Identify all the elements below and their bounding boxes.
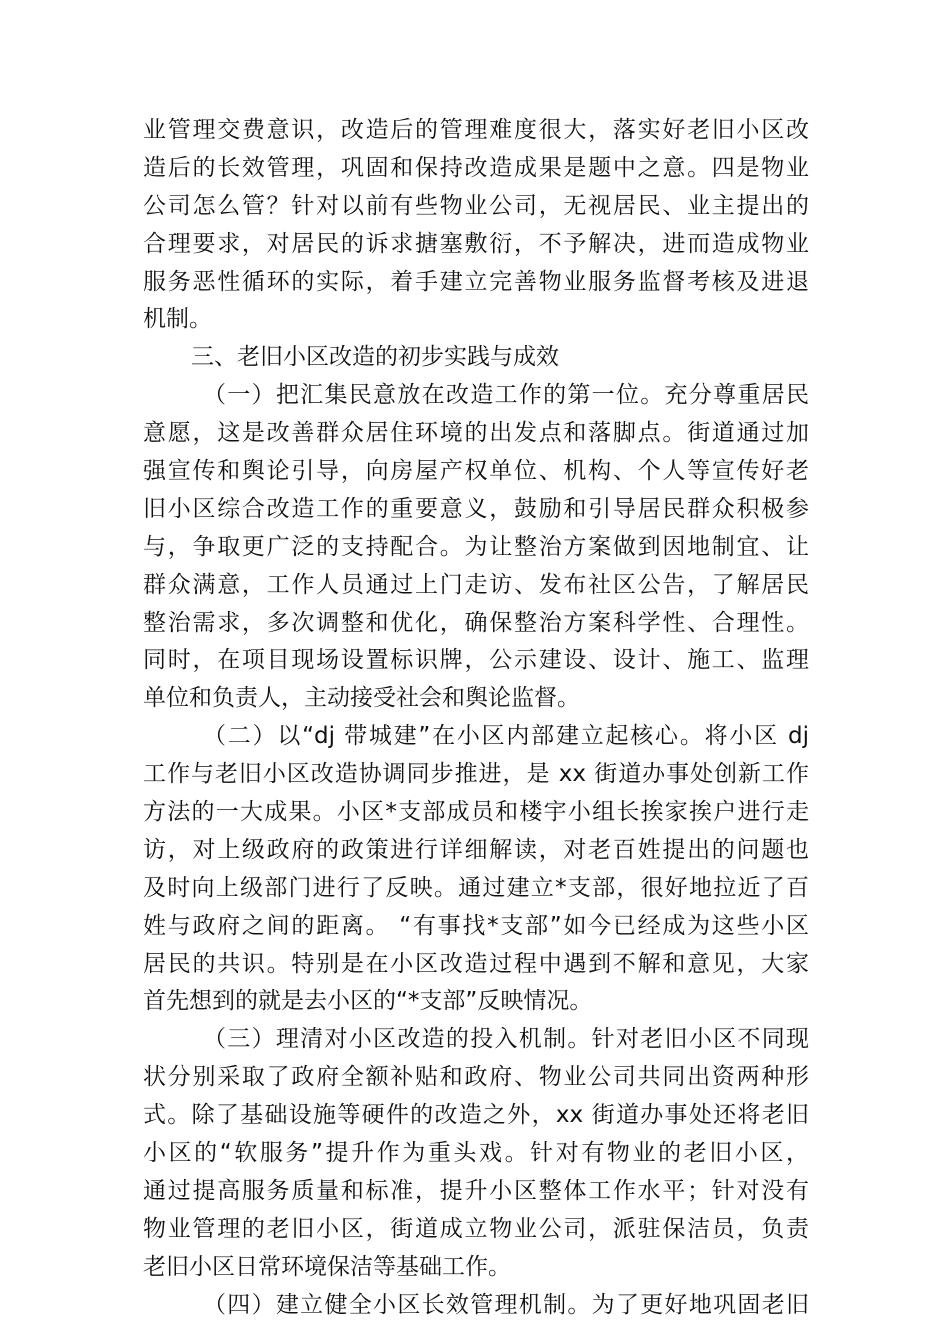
body-text-line: 业管理交费意识，改造后的管理难度很大，落实好老旧小区改 [143,117,809,143]
body-text-line: 及时向上级部门进行了反映。通过建立*支部，很好地拉近了百 [143,874,809,901]
body-text-line: 造后的长效管理，巩固和保持改造成果是题中之意。四是物业 [143,154,809,181]
body-text-line: 访，对上级政府的政策进行详细解读，对老百姓提出的问题也 [143,836,809,863]
body-text-line: 旧小区综合改造工作的重要意义，鼓励和引导居民群众积极参 [143,495,809,522]
body-text-line: 方法的一大成果。小区*支部成员和楼宇小组长挨家挨户进行走 [143,799,809,826]
body-text-line: 通过提高服务质量和标准，提升小区整体工作水平；针对没有 [143,1177,809,1204]
body-text-line: 群众满意，工作人员通过上门走访、发布社区公告，了解居民 [143,571,809,598]
body-text-line: 公司怎么管？针对以前有些物业公司，无视居民、业主提出的 [143,192,809,219]
body-text-line: 式。除了基础设施等硬件的改造之外，xx 街道办事处还将老旧 [143,1102,809,1129]
body-text-line: 意愿，这是改善群众居住环境的出发点和落脚点。街道通过加 [143,420,809,447]
body-text-line: 居民的共识。特别是在小区改造过程中遇到不解和意见，大家 [143,950,809,977]
body-text-line: 强宣传和舆论引导，向房屋产权单位、机构、个人等宣传好老 [143,458,809,485]
paragraph-first-line: （四）建立健全小区长效管理机制。为了更好地巩固老旧 [203,1291,809,1318]
body-text-line: 姓与政府之间的距离。 “有事找*支部”如今已经成为这些小区 [143,912,809,939]
body-text-line: 物业管理的老旧小区，街道成立物业公司，派驻保洁员，负责 [143,1215,809,1242]
body-text-line: 老旧小区日常环境保洁等基础工作。 [143,1253,511,1280]
body-text-line: 首先想到的就是去小区的“*支部”反映情况。 [143,988,593,1015]
body-text-line: 合理要求，对居民的诉求搪塞敷衍，不予解决，进而造成物业 [143,230,809,257]
document-body [143,112,809,1325]
paragraph-first-line: （三）理清对小区改造的投入机制。针对老旧小区不同现 [203,1026,809,1053]
section-heading: 三、老旧小区改造的初步实践与成效 [191,344,559,371]
body-text-line: 同时，在项目现场设置标识牌，公示建设、设计、施工、监理 [143,647,809,674]
body-text-line: 服务恶性循环的实际，着手建立完善物业服务监督考核及进退 [143,268,809,295]
paragraph-first-line: （一）把汇集民意放在改造工作的第一位。充分尊重居民 [203,382,809,409]
body-text-line: 单位和负责人，主动接受社会和舆论监督。 [143,685,580,712]
body-text-line: 与，争取更广泛的支持配合。为让整治方案做到因地制宜、让 [143,533,809,560]
body-text-line: 整治需求，多次调整和优化，确保整治方案科学性、合理性。 [143,609,809,636]
body-text-line: 小区的“软服务”提升作为重头戏。针对有物业的老旧小区， [143,1140,809,1167]
body-text-line: 工作与老旧小区改造协调同步推进，是 xx 街道办事处创新工作 [143,761,809,788]
body-text-line: 机制。 [143,306,212,333]
body-text-line: 状分别采取了政府全额补贴和政府、物业公司共同出资两种形 [143,1064,809,1091]
paragraph-first-line: （二）以“dj 带城建”在小区内部建立起核心。将小区 dj [203,723,809,750]
